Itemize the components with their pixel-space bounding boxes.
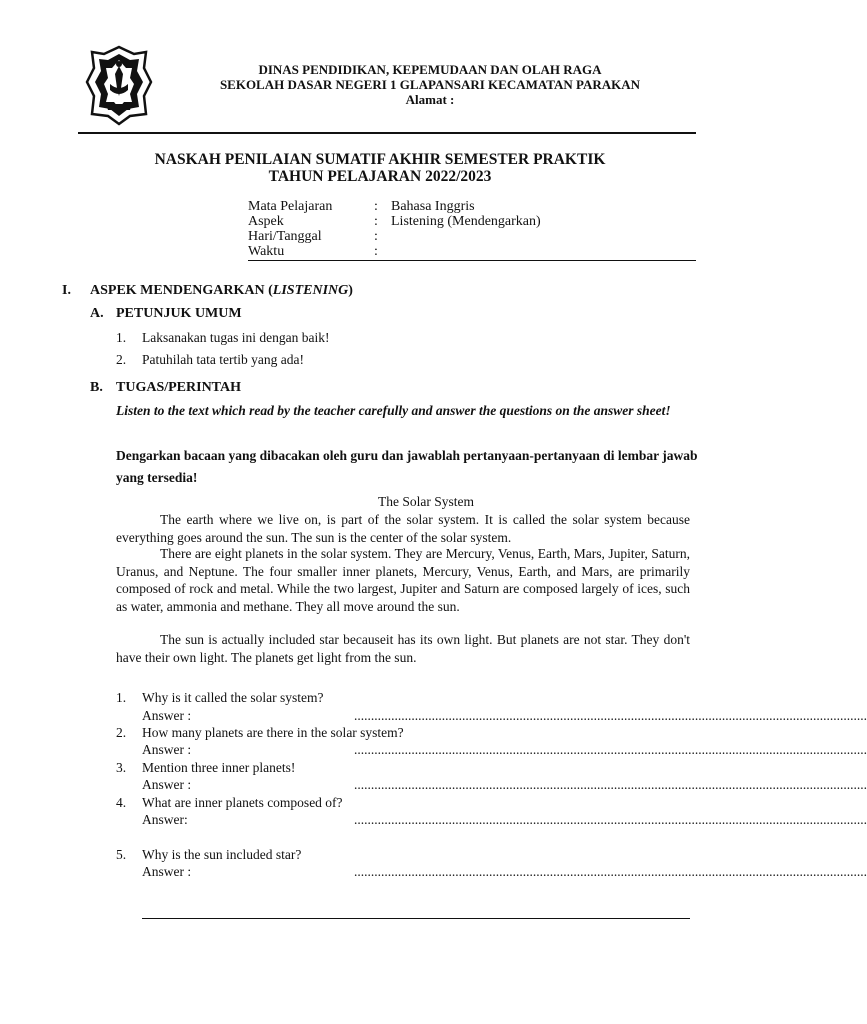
exam-title: NASKAH PENILAIAN SUMATIF AKHIR SEMESTER PRAKTIK <box>154 151 606 168</box>
passage-paragraph: The earth where we live on, is part of the solar system. It is called the solar system because everything goes around the sun. The sun is the center of the solar system. <box>116 512 690 545</box>
sub-b-title: TUGAS/PERINTAH <box>116 380 241 395</box>
meta-label: Waktu <box>248 244 285 259</box>
section-title-suffix: ) <box>348 283 353 298</box>
answer-label: Answer : <box>142 864 192 879</box>
answer-line[interactable] <box>142 776 867 793</box>
answer-label: Answer : <box>142 742 192 757</box>
question-text: How many planets are there in the solar system? <box>142 725 404 740</box>
meta-rule <box>248 260 696 261</box>
question-number: 5. <box>116 847 127 862</box>
question-text: Mention three inner planets! <box>142 760 296 775</box>
answer-dots: ........................................................................................................................................................ <box>354 742 867 757</box>
footer-rule <box>142 918 690 919</box>
list-item-number: 2. <box>116 352 127 367</box>
list-item: Laksanakan tugas ini dengan baik! <box>142 330 330 345</box>
meta-value: Bahasa Inggris <box>391 199 475 214</box>
list-item-number: 1. <box>116 330 127 345</box>
answer-dots: ........................................................................................................................................................ <box>354 708 867 723</box>
letterhead-rule <box>78 132 696 134</box>
answer-dots: ........................................................................................................................................................ <box>354 864 867 879</box>
answer-line[interactable] <box>142 707 867 724</box>
meta-colon: : <box>374 229 378 244</box>
question-number: 3. <box>116 760 127 775</box>
section-title <box>90 283 353 299</box>
meta-label: Hari/Tanggal <box>248 229 322 244</box>
section-number: I. <box>62 283 71 298</box>
passage-paragraph: The sun is actually included star becauseit has its own light. But planets are not star. They don't have their own light. The planets get light from the sun. <box>116 632 690 665</box>
question-text: Why is the sun included star? <box>142 847 302 862</box>
meta-label: Mata Pelajaran <box>248 199 333 214</box>
sub-a-title: PETUNJUK UMUM <box>116 306 242 321</box>
office-name: DINAS PENDIDIKAN, KEPEMUDAAN DAN OLAH RAGA <box>258 62 602 77</box>
emblem-icon <box>84 44 154 126</box>
school-name: SEKOLAH DASAR NEGERI 1 GLAPANSARI KECAMATAN PARAKAN <box>219 77 641 92</box>
meta-colon: : <box>374 244 378 259</box>
answer-line[interactable] <box>142 811 867 828</box>
answer-dots: ........................................................................................................................................................ <box>354 812 867 827</box>
meta-label: Aspek <box>248 214 284 229</box>
question-text: What are inner planets composed of? <box>142 795 343 810</box>
sub-a-letter: A. <box>90 306 104 321</box>
instruction-indonesian: Dengarkan bacaan yang dibacakan oleh guru dan jawablah pertanyaan-pertanyaan di lembar jawab yang tersedia! <box>116 448 698 485</box>
meta-value: Listening (Mendengarkan) <box>391 214 541 229</box>
passage-title: The Solar System <box>378 494 474 509</box>
instruction-english: Listen to the text which read by the teacher carefully and answer the questions on the answer sheet! <box>116 403 671 418</box>
meta-colon: : <box>374 214 378 229</box>
question-number: 2. <box>116 725 127 740</box>
answer-label: Answer: <box>142 812 188 827</box>
answer-dots: ........................................................................................................................................................ <box>354 777 867 792</box>
question-number: 4. <box>116 795 127 810</box>
meta-colon: : <box>374 199 378 214</box>
answer-label: Answer : <box>142 708 192 723</box>
question-number: 1. <box>116 690 127 705</box>
exam-year: TAHUN PELAJARAN 2022/2023 <box>268 168 492 185</box>
school-emblem <box>84 44 154 126</box>
answer-line[interactable] <box>142 863 867 880</box>
answer-line[interactable] <box>142 741 867 758</box>
section-title-prefix: ASPEK MENDENGARKAN ( <box>90 283 273 298</box>
question-text: Why is it called the solar system? <box>142 690 324 705</box>
section-title-italic: LISTENING <box>272 283 349 298</box>
passage-paragraph: There are eight planets in the solar system. They are Mercury, Venus, Earth, Mars, Jupiter, Saturn, Uranus, and Neptune. The four smaller inner planets, Mercury, Venus, Earth, and Mars, are primarily composed of rock and metal. While the two largest, Jupiter and Saturn are composed largely of ices, such as water, ammonia and methane. They all move around the sun. <box>116 546 690 614</box>
school-address: Alamat : <box>405 92 455 107</box>
sub-b-letter: B. <box>90 380 103 395</box>
answer-label: Answer : <box>142 777 192 792</box>
list-item: Patuhilah tata tertib yang ada! <box>142 352 304 367</box>
